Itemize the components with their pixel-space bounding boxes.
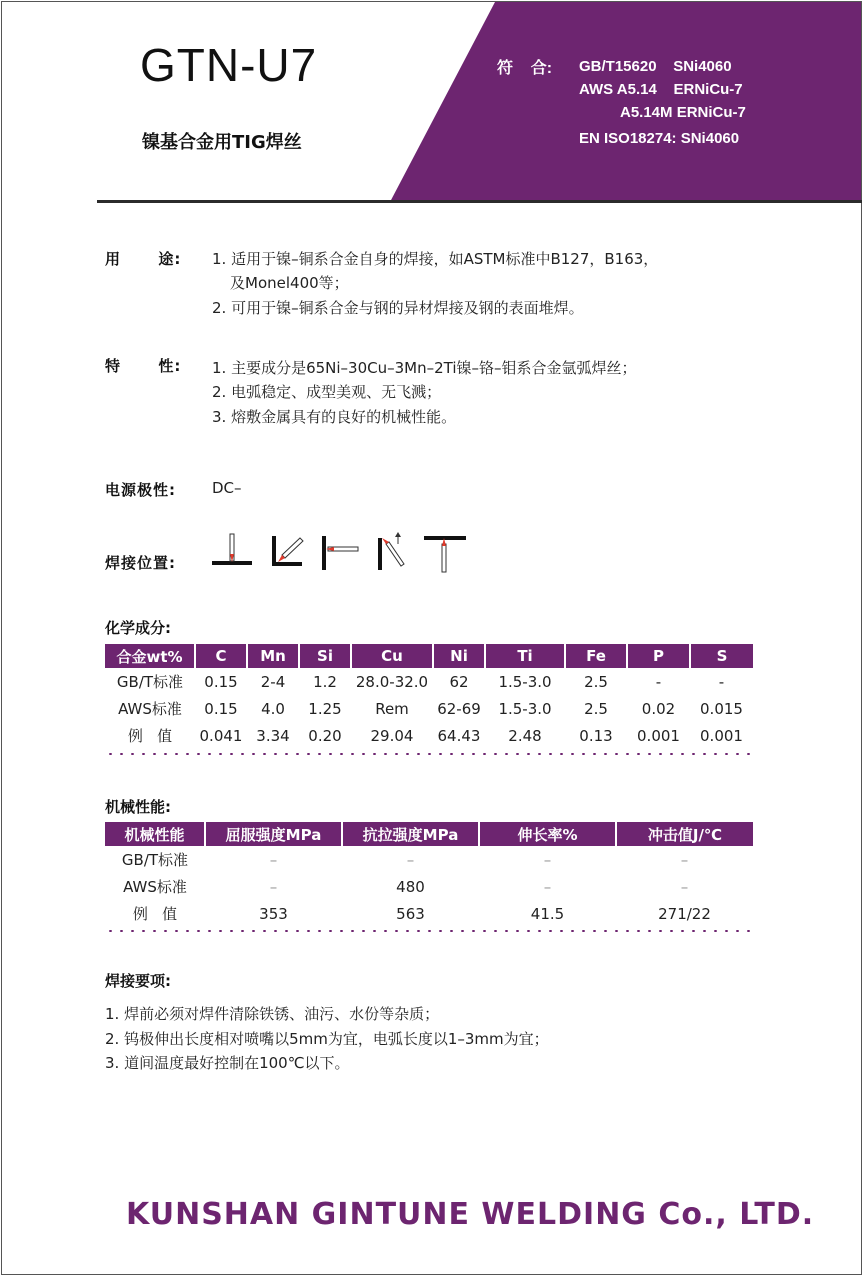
table-cell: – — [406, 850, 415, 869]
chemical-header-row — [105, 644, 753, 668]
table-row — [105, 873, 753, 900]
table-cell: – — [680, 877, 689, 896]
standard-aws: AWS A5.14 ERNiCu-7 — [579, 81, 743, 98]
table-cell: AWS标准 — [123, 878, 187, 896]
table-cell: Rem — [375, 699, 409, 718]
table-cell: 0.15 — [204, 699, 238, 718]
chemical-header-p: P — [627, 644, 690, 668]
mechanical-header-impact: 冲击值J/℃ — [616, 822, 753, 846]
table-cell: 28.0-32.0 — [355, 672, 429, 691]
chemical-table — [105, 644, 753, 749]
chemical-header-alloy: 合金wt% — [105, 644, 195, 668]
table-cell: 0.02 — [641, 699, 676, 718]
table-cell: 2.5 — [584, 699, 608, 718]
table-cell: 1.5-3.0 — [498, 672, 552, 691]
mechanical-header-elongation: 伸长率% — [479, 822, 616, 846]
polarity-label: 电源极性: — [105, 481, 176, 499]
table-cell: 0.041 — [199, 726, 243, 745]
standards-label: 符 合: — [497, 60, 553, 77]
polarity-value: DC– — [212, 479, 242, 497]
table-cell: 1.5-3.0 — [498, 699, 552, 718]
table-cell: 0.001 — [700, 726, 743, 745]
horizontal-position-icon — [322, 536, 358, 570]
mechanical-table — [105, 822, 753, 927]
table-row — [105, 900, 753, 927]
table-cell: 0.20 — [308, 726, 342, 745]
horizontal-fillet-position-icon — [272, 536, 303, 566]
table-cell: AWS标准 — [118, 700, 182, 718]
standard-en-iso: EN ISO18274: SNi4060 — [579, 130, 740, 147]
table-cell: 480 — [396, 877, 425, 896]
table-row — [105, 668, 753, 695]
table-cell: 64.43 — [437, 726, 481, 745]
usage-item-1: 1. 适用于镍–铜系合金自身的焊接，如ASTM标准中B127，B163， — [212, 250, 659, 268]
table-cell: 1.2 — [313, 672, 337, 691]
table-cell: 29.04 — [370, 726, 414, 745]
table-cell: 41.5 — [530, 904, 565, 923]
usage-item-1-cont: 及Monel400等； — [230, 274, 349, 292]
feature-item-3: 3. 熔敷金属具有的良好的机械性能。 — [212, 408, 457, 426]
company-name: KUNSHAN GINTUNE WELDING Co., LTD. — [126, 1197, 815, 1232]
table-cell: 1.25 — [308, 699, 342, 718]
standard-aws-metric: A5.14M ERNiCu-7 — [620, 104, 746, 121]
mechanical-header-row — [105, 822, 753, 846]
table-cell: 0.15 — [204, 672, 238, 691]
table-cell: 271/22 — [658, 904, 711, 923]
mechanical-title: 机械性能: — [105, 798, 171, 816]
table-cell: 4.0 — [261, 699, 285, 718]
table-cell: GB/T标准 — [116, 673, 184, 691]
table-cell: 353 — [259, 904, 288, 923]
table-cell: – — [543, 877, 552, 896]
table-cell: - — [718, 672, 725, 691]
standard-gbt: GB/T15620 SNi4060 — [579, 58, 732, 75]
table-cell: 62 — [449, 672, 469, 691]
note-item-2: 2. 钨极伸出长度相对喷嘴以5mm为宜，电弧长度以1–3mm为宜； — [105, 1030, 549, 1048]
table-cell: 例 值 — [127, 727, 173, 745]
table-cell: 0.015 — [700, 699, 743, 718]
note-item-1: 1. 焊前必须对焊件清除铁锈、油污、水份等杂质； — [105, 1005, 440, 1023]
mechanical-header-tensile: 抗拉强度MPa — [342, 822, 479, 846]
flat-position-icon — [212, 534, 252, 565]
table-cell: – — [269, 877, 278, 896]
note-item-3: 3. 道间温度最好控制在100℃以下。 — [105, 1054, 350, 1072]
usage-label: 用 途: — [105, 250, 182, 268]
table-row — [105, 695, 753, 722]
header-divider — [97, 200, 862, 203]
table-cell: 3.34 — [256, 726, 290, 745]
table-cell: – — [680, 850, 689, 869]
table-cell: 例 值 — [132, 905, 178, 923]
notes-title: 焊接要项: — [105, 972, 171, 990]
chemical-header-cu: Cu — [351, 644, 433, 668]
chemical-header-mn: Mn — [247, 644, 299, 668]
table-cell: 2.48 — [508, 726, 542, 745]
mechanical-header-yield: 屈服强度MPa — [205, 822, 342, 846]
features-label: 特 性: — [105, 357, 182, 375]
table-cell: GB/T标准 — [121, 851, 189, 869]
dotted-divider — [105, 753, 753, 755]
product-subtitle: 镍基合金用TIG焊丝 — [142, 132, 302, 153]
table-cell: – — [269, 850, 278, 869]
table-cell: 62-69 — [437, 699, 481, 718]
chemical-header-s: S — [690, 644, 753, 668]
chemical-title: 化学成分: — [105, 619, 171, 637]
table-cell: 563 — [396, 904, 425, 923]
chemical-header-si: Si — [299, 644, 351, 668]
chemical-header-ni: Ni — [433, 644, 485, 668]
vertical-up-position-icon — [378, 532, 404, 570]
chemical-header-ti: Ti — [485, 644, 565, 668]
table-cell: – — [543, 850, 552, 869]
mechanical-header-property: 机械性能 — [105, 822, 205, 846]
overhead-position-icon — [424, 536, 466, 572]
table-cell: - — [655, 672, 662, 691]
table-cell: 0.001 — [637, 726, 680, 745]
header-banner — [0, 0, 863, 205]
table-row — [105, 846, 753, 873]
positions-label: 焊接位置: — [105, 554, 176, 572]
feature-item-1: 1. 主要成分是65Ni–30Cu–3Mn–2Ti镍–铬–钼系合金氩弧焊丝； — [212, 359, 637, 377]
chemical-header-c: C — [195, 644, 247, 668]
chemical-header-fe: Fe — [565, 644, 627, 668]
usage-item-2: 2. 可用于镍–铜系合金与钢的异材焊接及钢的表面堆焊。 — [212, 299, 584, 317]
table-cell: 0.13 — [579, 726, 613, 745]
table-cell: 2-4 — [260, 672, 286, 691]
welding-positions-icons — [210, 532, 470, 574]
table-row — [105, 722, 753, 749]
dotted-divider — [105, 930, 753, 932]
table-cell: 2.5 — [584, 672, 608, 691]
feature-item-2: 2. 电弧稳定、成型美观、无飞溅； — [212, 383, 442, 401]
product-model: GTN-U7 — [140, 39, 318, 91]
